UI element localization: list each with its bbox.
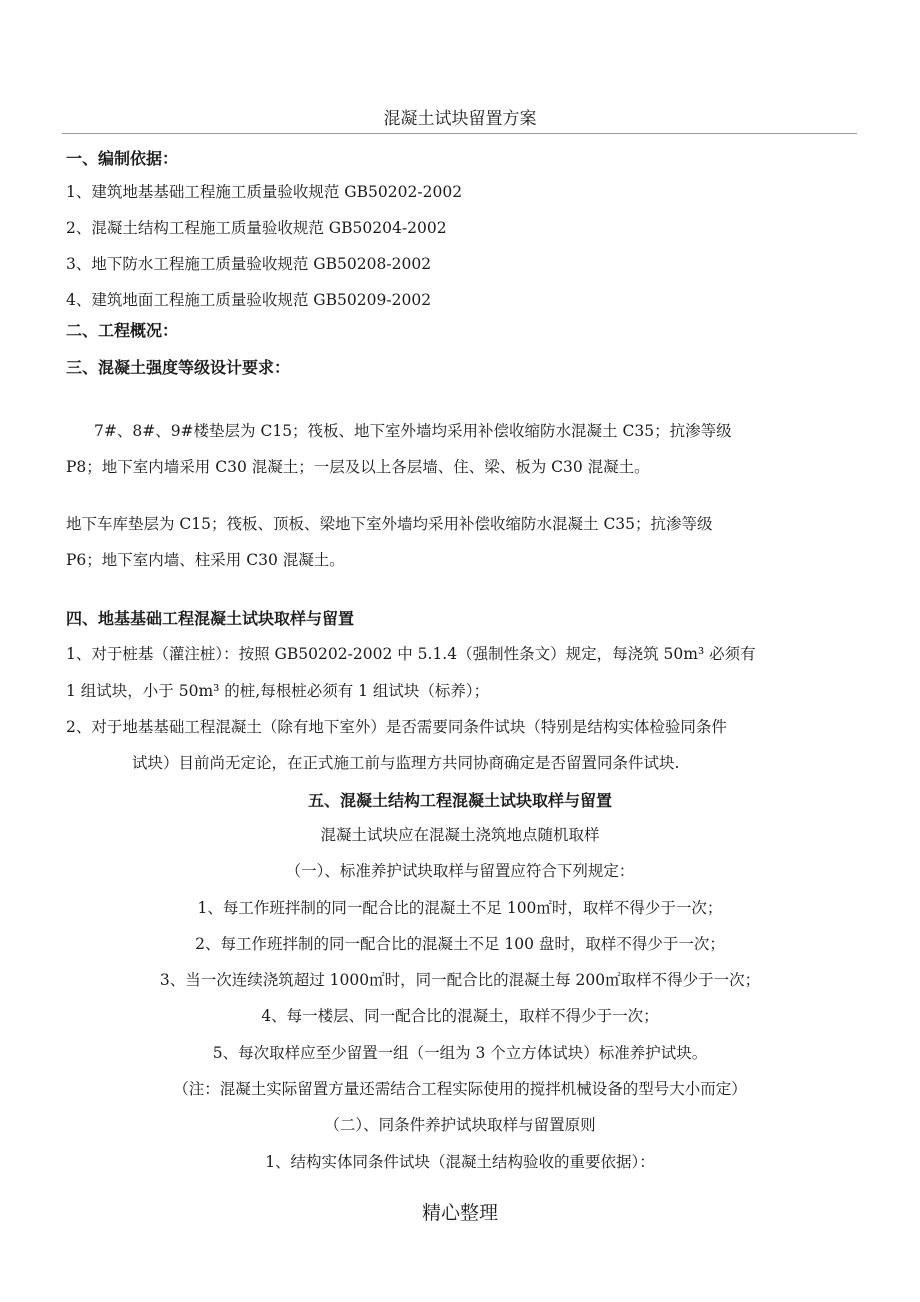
sampling-rule: 4、每一楼层、同一配合比的混凝土，取样不得少于一次； <box>261 1007 659 1025</box>
page-footer: 精心整理 <box>421 1202 498 1224</box>
same-condition-subheading: （二）、同条件养护试块取样与留置原则 <box>324 1116 596 1134</box>
sampling-rule: 3、当一次连续浇筑超过 1000㎡时，同一配合比的混凝土每 200㎡取样不得少于一次； <box>159 971 761 989</box>
same-condition-item: 1、结构实体同条件试块（混凝土结构验收的重要依据）： <box>265 1153 655 1171</box>
basis-item: 3、地下防水工程施工质量验收规范 GB50208-2002 <box>66 255 432 273</box>
pile-item-line-2: 1 组试块，小于 50m³ 的桩,每根桩必须有 1 组试块（标养）； <box>66 682 490 700</box>
design-para-2-line-2: P6；地下室内墙、柱采用 C30 混凝土。 <box>66 551 345 569</box>
sampling-intro: 混凝土试块应在混凝土浇筑地点随机取样 <box>320 826 600 844</box>
section-4-heading: 四、地基基础工程混凝土试块取样与留置 <box>66 609 355 628</box>
section-1-heading: 一、编制依据： <box>66 149 179 168</box>
foundation-item-line-1: 2、对于地基基础工程混凝土（除有地下室外）是否需要同条件试块（特别是结构实体检验同条件 <box>66 718 727 736</box>
sampling-rule: 2、每工作班拌制的同一配合比的混凝土不足 100 盘时，取样不得少于一次； <box>195 935 725 953</box>
title-divider <box>62 133 857 134</box>
design-para-2-line-1: 地下车库垫层为 C15；筏板、顶板、梁地下室外墙均采用补偿收缩防水混凝土 C35；抗渗等级 <box>66 515 713 533</box>
design-para-1-line-1: 7#、8#、9#楼垫层为 C15；筏板、地下室外墙均采用补偿收缩防水混凝土 C35；抗渗等级 <box>94 422 732 440</box>
basis-item: 2、混凝土结构工程施工质量验收规范 GB50204-2002 <box>66 219 447 237</box>
document-title: 混凝土试块留置方案 <box>383 109 537 129</box>
pile-item-line-1: 1、对于桩基（灌注桩）：按照 GB50202-2002 中 5.1.4（强制性条文）规定，每浇筑 50m³ 必须有 <box>66 645 756 663</box>
sampling-rule: 1、每工作班拌制的同一配合比的混凝土不足 100㎡时，取样不得少于一次； <box>197 899 723 917</box>
basis-item: 1、建筑地基基础工程施工质量验收规范 GB50202-2002 <box>66 183 463 201</box>
standard-curing-subheading: （一）、标准养护试块取样与留置应符合下列规定： <box>285 862 635 880</box>
section-5-heading: 五、混凝土结构工程混凝土试块取样与留置 <box>307 791 612 810</box>
sampling-note: （注：混凝土实际留置方量还需结合工程实际使用的搅拌机械设备的型号大小而定） <box>173 1080 747 1098</box>
section-2-heading: 二、工程概况： <box>66 321 179 340</box>
sampling-rule: 5、每次取样应至少留置一组（一组为 3 个立方体试块）标准养护试块。 <box>212 1044 708 1062</box>
basis-item: 4、建筑地面工程施工质量验收规范 GB50209-2002 <box>66 291 432 309</box>
foundation-item-line-2: 试块）目前尚无定论，在正式施工前与监理方共同协商确定是否留置同条件试块. <box>132 754 680 772</box>
section-3-heading: 三、混凝土强度等级设计要求： <box>66 358 291 377</box>
design-para-1-line-2: P8；地下室内墙采用 C30 混凝土；一层及以上各层墙、住、梁、板为 C30 混凝土。 <box>66 458 650 476</box>
